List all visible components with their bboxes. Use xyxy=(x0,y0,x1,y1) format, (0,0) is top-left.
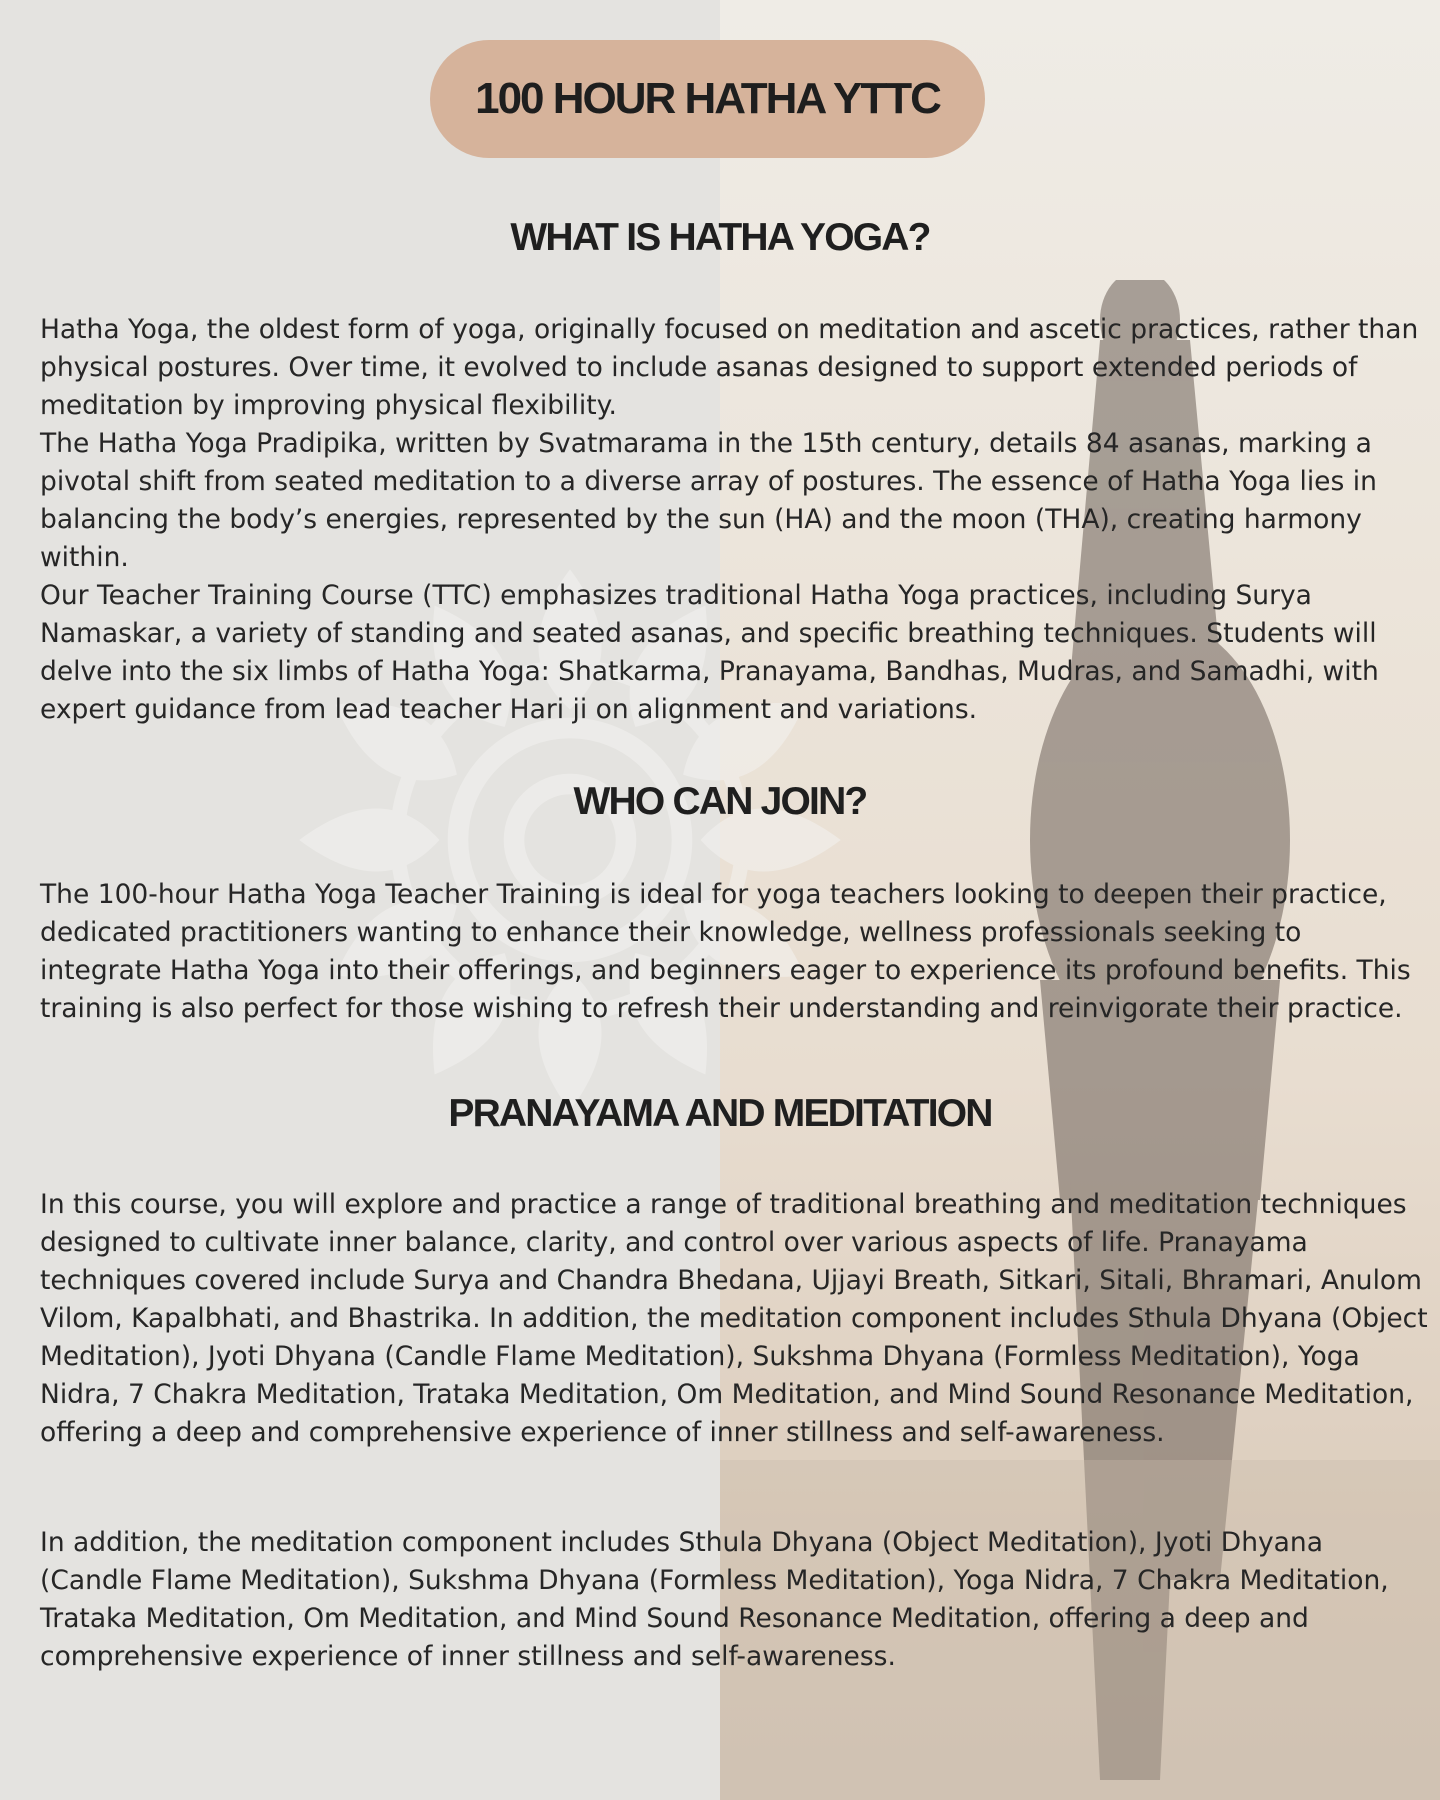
paragraph: The Hatha Yoga Pradipika, written by Svatmarama in the 15th century, details 84 asanas, marking a pivotal shift from seated meditation to a diverse array of postures. The essence of Hatha Yoga lies in balancing the body’s energies, represented by the sun (HA) and the moon (THA), creating harmony within. xyxy=(40,428,1377,573)
paragraph: In addition, the meditation component includes Sthula Dhyana (Object Meditation), Jyoti Dhyana (Candle Flame Meditation), Sukshma Dhyana (Formless Meditation), Yoga Nidra, 7 Chakra Meditation, Trataka Meditation, Om Meditation, and Mind Sound Resonance Meditation, offering a deep and comprehensive experience of inner stillness and self-awareness. xyxy=(40,1527,1389,1672)
paragraph: Our Teacher Training Course (TTC) emphasizes traditional Hatha Yoga practices, including Surya Namaskar, a variety of standing and seated asanas, and specific breathing techniques. Students will delve into the six limbs of Hatha Yoga: Shatkarma, Pranayama, Bandhas, Mudras, and Samadhi, with expert guidance from lead teacher Hari ji on alignment and variations. xyxy=(40,580,1379,725)
section-heading-what-is-hatha-yoga: WHAT IS HATHA YOGA? xyxy=(510,216,930,259)
paragraph: In this course, you will explore and practice a range of traditional breathing and meditation techniques designed to cultivate inner balance, clarity, and control over various aspects of life. Pranayama techniques covered include Surya and Chandra Bhedana, Ujjayi Breath, Sitkari, Sitali, Bhramari, Anulom Vilom, Kapalbhati, and Bhastrika. In addition, the meditation component includes Sthula Dhyana (Object Meditation), Jyoti Dhyana (Candle Flame Meditation), Sukshma Dhyana (Formless Meditation), Yoga Nidra, 7 Chakra Meditation, Trataka Meditation, Om Meditation, and Mind Sound Resonance Meditation, offering a deep and comprehensive experience of inner stillness and self-awareness. xyxy=(40,1189,1428,1448)
title-banner xyxy=(430,40,985,158)
paragraph: The 100-hour Hatha Yoga Teacher Training is ideal for yoga teachers looking to deepen their practice, dedicated practitioners wanting to enhance their knowledge, wellness professionals seeking to integrate Hatha Yoga into their offerings, and beginners eager to experience its profound benefits. This training is also perfect for those wishing to refresh their understanding and reinvigorate their practice. xyxy=(40,879,1411,1024)
paragraph: Hatha Yoga, the oldest form of yoga, originally focused on meditation and ascetic practices, rather than physical postures. Over time, it evolved to include asanas designed to support extended periods of meditation by improving physical flexibility. xyxy=(40,314,1419,421)
section-heading-who-can-join: WHO CAN JOIN? xyxy=(573,780,867,823)
page-title: 100 HOUR HATHA YTTC xyxy=(475,74,940,123)
section-heading-pranayama-and-meditation: PRANAYAMA AND MEDITATION xyxy=(448,1092,992,1135)
